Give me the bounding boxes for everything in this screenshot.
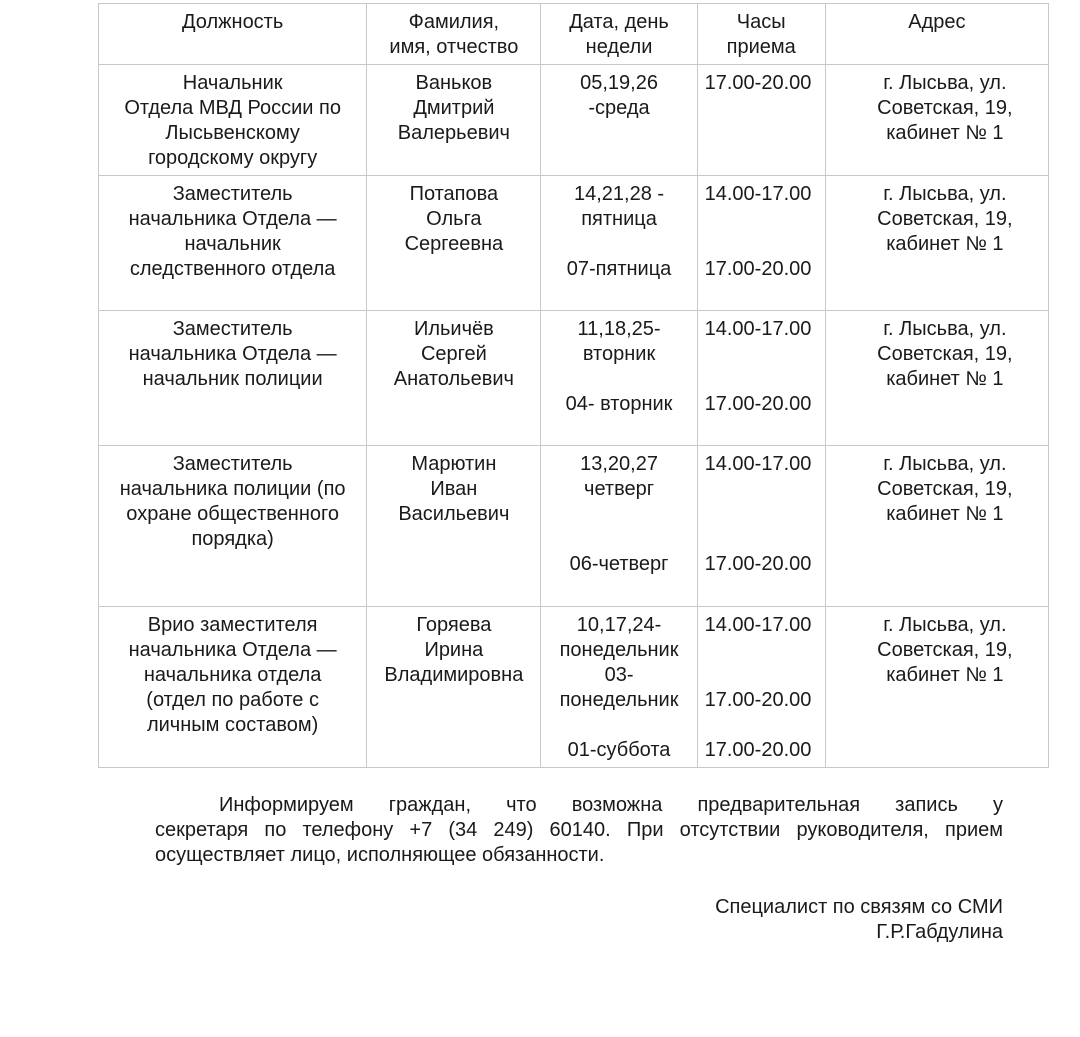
cell-line: начальника Отдела — (128, 639, 337, 661)
cell-line: кабинет № 1 (886, 368, 1004, 390)
cell-line: 06-четверг (569, 553, 669, 575)
cell-line: кабинет № 1 (886, 233, 1004, 255)
info-text: секретаря по телефону +7 (34 249) 60140. При отсутствии руководителя, прием осуществляет лицо, исполняющее обязанности. (155, 819, 1003, 866)
cell-address (825, 311, 1048, 446)
header-hours (697, 4, 825, 65)
cell-line: 03- (604, 664, 634, 686)
cell-line: Горяева (416, 614, 492, 636)
cell-line (705, 502, 821, 527)
cell-line: кабинет № 1 (886, 122, 1004, 144)
cell-line: 17.00-20.00 (704, 739, 812, 761)
cell-line: 14.00-17.00 (704, 318, 812, 340)
info-paragraph (155, 793, 1003, 868)
signature-block (715, 895, 1003, 945)
cell-line: Советская, 19, (877, 639, 1013, 661)
cell-line: Заместитель (172, 318, 293, 340)
cell-dates (541, 446, 697, 607)
cell-line: Советская, 19, (877, 208, 1013, 230)
cell-line: начальника отдела (143, 664, 322, 686)
cell-line: Начальник (182, 72, 283, 94)
cell-line: Васильевич (398, 503, 510, 525)
cell-line: Заместитель (172, 453, 293, 475)
header-line: Дата, день (569, 11, 669, 33)
cell-name (367, 65, 541, 176)
cell-line: 17.00-20.00 (704, 689, 812, 711)
cell-line: понедельник (559, 689, 679, 711)
cell-dates (541, 607, 697, 768)
cell-line: 04- вторник (565, 393, 673, 415)
cell-line (545, 367, 692, 392)
cell-line: начальника Отдела — (128, 343, 337, 365)
cell-line: Сергеевна (404, 233, 504, 255)
cell-line: г. Лысьва, ул. (883, 183, 1007, 205)
header-row (99, 4, 1049, 65)
cell-position (99, 65, 367, 176)
header-line: приема (726, 36, 796, 58)
cell-line: Ильичёв (413, 318, 494, 340)
cell-line: четверг (584, 478, 655, 500)
cell-line: 14,21,28 - (573, 183, 665, 205)
cell-line: следственного отдела (129, 258, 336, 280)
cell-line: 11,18,25- (577, 318, 661, 340)
table-row (99, 607, 1049, 768)
table-row (99, 65, 1049, 176)
cell-line (705, 638, 821, 663)
cell-line: 13,20,27 (580, 453, 658, 475)
cell-line: 14.00-17.00 (704, 614, 812, 636)
cell-times (697, 65, 825, 176)
header-line: Должность (182, 11, 284, 33)
signature-title: Специалист по связям со СМИ (715, 896, 1003, 918)
cell-line: 01-суббота (567, 739, 671, 761)
cell-line: охране общественного (126, 503, 339, 525)
cell-line: 10,17,24- (576, 614, 662, 636)
cell-line (545, 232, 692, 257)
cell-line: 05,19,26 (580, 72, 658, 94)
header-date (541, 4, 697, 65)
table-row (99, 311, 1049, 446)
cell-line: кабинет № 1 (886, 503, 1004, 525)
cell-line: Сергей (420, 343, 487, 365)
cell-line: Марютин (411, 453, 497, 475)
cell-name (367, 607, 541, 768)
cell-name (367, 311, 541, 446)
cell-times (697, 607, 825, 768)
cell-name (367, 446, 541, 607)
reception-schedule-table (98, 3, 1049, 768)
cell-line (705, 232, 821, 257)
cell-position (99, 607, 367, 768)
cell-line (705, 342, 821, 367)
cell-line: Отдела МВД России по (124, 97, 341, 119)
cell-line: Иван (430, 478, 478, 500)
cell-line: личным составом) (146, 714, 319, 736)
cell-line: Лысьвенскому (165, 122, 300, 144)
cell-line: Ольга (426, 208, 482, 230)
cell-line: начальник полиции (142, 368, 323, 390)
header-line: имя, отчество (389, 36, 519, 58)
cell-line: 17.00-20.00 (704, 553, 812, 575)
cell-line: вторник (582, 343, 656, 365)
cell-line (705, 663, 821, 688)
cell-line: г. Лысьва, ул. (883, 72, 1007, 94)
cell-line: понедельник (559, 639, 679, 661)
table-row (99, 446, 1049, 607)
cell-line: порядка) (191, 528, 274, 550)
cell-line: Советская, 19, (877, 97, 1013, 119)
cell-address (825, 176, 1048, 311)
cell-line: городскому округу (148, 147, 318, 169)
cell-line (545, 527, 692, 552)
header-name (367, 4, 541, 65)
cell-line (545, 502, 692, 527)
cell-address (825, 446, 1048, 607)
cell-line: кабинет № 1 (886, 664, 1004, 686)
cell-line: начальника Отдела — (128, 208, 337, 230)
cell-line: начальник (184, 233, 281, 255)
cell-line: г. Лысьва, ул. (883, 453, 1007, 475)
cell-line (705, 367, 821, 392)
cell-line: 07-пятница (566, 258, 672, 280)
cell-position (99, 176, 367, 311)
cell-line: начальника полиции (по (119, 478, 346, 500)
cell-times (697, 446, 825, 607)
cell-line: Ирина (424, 639, 484, 661)
header-line: Фамилия, (408, 11, 500, 33)
cell-line: Дмитрий (413, 97, 495, 119)
signature-name: Г.Р.Габдулина (876, 921, 1003, 943)
cell-times (697, 176, 825, 311)
table-body (99, 65, 1049, 768)
cell-line: 17.00-20.00 (704, 258, 812, 280)
cell-dates (541, 65, 697, 176)
header-address (825, 4, 1048, 65)
cell-line (705, 477, 821, 502)
cell-line: Советская, 19, (877, 343, 1013, 365)
cell-line (705, 527, 821, 552)
cell-line: Владимировна (384, 664, 524, 686)
cell-dates (541, 176, 697, 311)
cell-line: г. Лысьва, ул. (883, 318, 1007, 340)
header-line: Адрес (908, 11, 966, 33)
cell-address (825, 607, 1048, 768)
cell-address (825, 65, 1048, 176)
cell-line (705, 713, 821, 738)
cell-line (705, 207, 821, 232)
cell-line: Советская, 19, (877, 478, 1013, 500)
cell-times (697, 311, 825, 446)
cell-line (545, 713, 692, 738)
cell-line: Заместитель (172, 183, 293, 205)
cell-position (99, 446, 367, 607)
cell-line: 14.00-17.00 (704, 453, 812, 475)
cell-line: г. Лысьва, ул. (883, 614, 1007, 636)
header-position (99, 4, 367, 65)
cell-line: 17.00-20.00 (704, 393, 812, 415)
cell-line: (отдел по работе с (146, 689, 319, 711)
cell-line: пятница (581, 208, 657, 230)
cell-line: -среда (588, 97, 650, 119)
cell-line: 17.00-20.00 (704, 72, 812, 94)
cell-line: Валерьевич (397, 122, 510, 144)
cell-name (367, 176, 541, 311)
cell-dates (541, 311, 697, 446)
cell-line: Потапова (409, 183, 499, 205)
cell-line: 14.00-17.00 (704, 183, 812, 205)
cell-line: Ваньков (415, 72, 493, 94)
header-line: Часы (736, 11, 786, 33)
cell-position (99, 311, 367, 446)
info-line-1: Информируем граждан, что возможна предварительная запись у (219, 794, 1003, 816)
cell-line: Анатольевич (393, 368, 514, 390)
cell-line: Врио заместителя (147, 614, 318, 636)
header-line: недели (585, 36, 653, 58)
table-row (99, 176, 1049, 311)
